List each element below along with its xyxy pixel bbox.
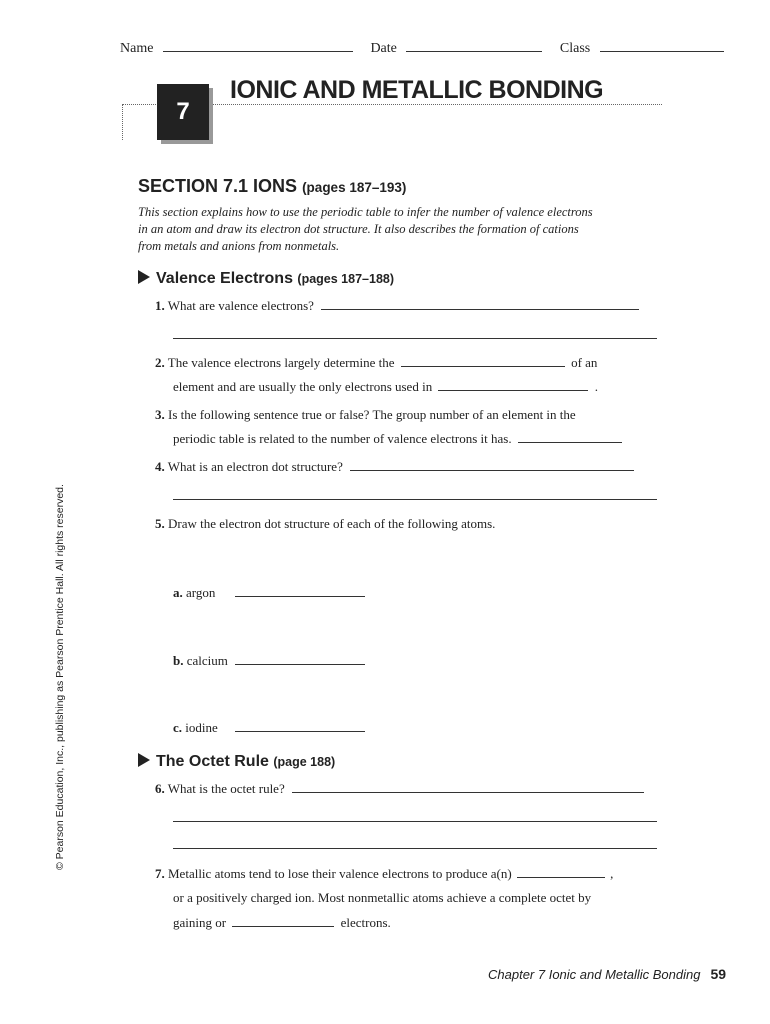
triangle-bullet-icon [138,753,150,767]
chapter-title: IONIC AND METALLIC BONDING [230,76,604,104]
question-text: , [610,866,614,881]
question-2 [155,355,597,371]
question-number: 6. [155,781,165,796]
question-3-line-2 [173,431,622,447]
item-label: calcium [186,653,228,668]
question-number: 7. [155,866,165,881]
section-pages: (pages 187–193) [302,180,407,195]
question-7-line-2 [173,890,591,906]
answer-blank[interactable] [232,915,334,927]
date-field[interactable] [406,40,542,52]
triangle-bullet-icon [138,270,150,284]
question-text: . [594,379,598,394]
section-intro: This section explains how to use the periodic table to infer the number of valence electrons in an atom and draw its electron dot structure. It also describes the formation of cations from metals and anions from nonmetals. [138,205,593,253]
question-text: The valence electrons largely determine the [167,355,395,370]
item-letter: c. [173,720,183,735]
answer-blank[interactable] [235,653,365,665]
page-footer [488,966,726,982]
answer-blank[interactable] [517,866,605,878]
answer-blank[interactable] [350,459,634,471]
subsection-pages: (page 188) [273,755,336,769]
question-number: 3. [155,407,165,422]
question-5 [155,516,495,532]
question-7-line-3 [173,915,391,931]
question-5b [173,653,365,669]
page-number: 59 [710,966,727,982]
date-label: Date [370,41,397,56]
answer-line[interactable] [173,338,657,339]
class-label: Class [559,41,591,56]
item-letter: b. [173,653,184,668]
answer-blank[interactable] [518,431,622,443]
chapter-number: 7 [157,84,209,140]
answer-line[interactable] [173,821,657,822]
question-text: electrons. [340,915,391,930]
question-text: What are valence electrons? [167,298,314,313]
answer-blank[interactable] [292,781,644,793]
question-text: gaining or [173,915,227,930]
question-2-line-2 [173,379,598,395]
subsection-pages: (pages 187–188) [297,272,395,286]
header-fields [120,40,724,57]
question-3 [155,407,576,423]
answer-line[interactable] [173,499,657,500]
item-label: iodine [185,720,218,735]
section-title-text: SECTION 7.1 IONS [138,176,298,196]
question-7 [155,866,613,882]
question-number: 1. [155,298,165,313]
question-text: Metallic atoms tend to lose their valence electrons to produce a(n) [168,866,512,881]
answer-blank[interactable] [235,720,365,732]
question-number: 5. [155,516,165,531]
answer-blank[interactable] [438,379,588,391]
answer-blank[interactable] [321,298,639,310]
question-6 [155,781,644,797]
question-1 [155,298,639,314]
subsection-title: Valence Electrons [156,270,293,287]
question-text: What is the octet rule? [167,781,285,796]
footer-chapter: Chapter 7 Ionic and Metallic Bonding [488,967,701,982]
question-text: element and are usually the only electrons used in [173,379,433,394]
title-rule-vertical [122,104,123,140]
name-field[interactable] [163,40,353,52]
answer-blank[interactable] [401,355,565,367]
question-text: Draw the electron dot structure of each of the following atoms. [168,516,496,531]
question-number: 4. [155,459,165,474]
item-letter: a. [173,585,183,600]
item-label: argon [186,585,216,600]
question-4 [155,459,634,475]
name-label: Name [120,41,154,56]
copyright-notice: © Pearson Education, Inc., publishing as Pearson Prentice Hall. All rights reserved. [54,484,66,870]
answer-blank[interactable] [235,585,365,597]
question-text: or a positively charged ion. Most nonmetallic atoms achieve a complete octet by [173,890,592,905]
subsection-valence-electrons [138,270,394,288]
question-5a [173,585,365,601]
subsection-title: The Octet Rule [156,753,269,770]
question-text: periodic table is related to the number of valence electrons it has. [173,431,512,446]
question-text: of an [571,355,598,370]
class-field[interactable] [600,40,724,52]
question-number: 2. [155,355,165,370]
question-5c [173,720,365,736]
question-text: What is an electron dot structure? [167,459,343,474]
subsection-octet-rule [138,753,335,771]
question-text: Is the following sentence true or false? The group number of an element in the [168,407,576,422]
answer-line[interactable] [173,848,657,849]
section-title [138,176,406,197]
